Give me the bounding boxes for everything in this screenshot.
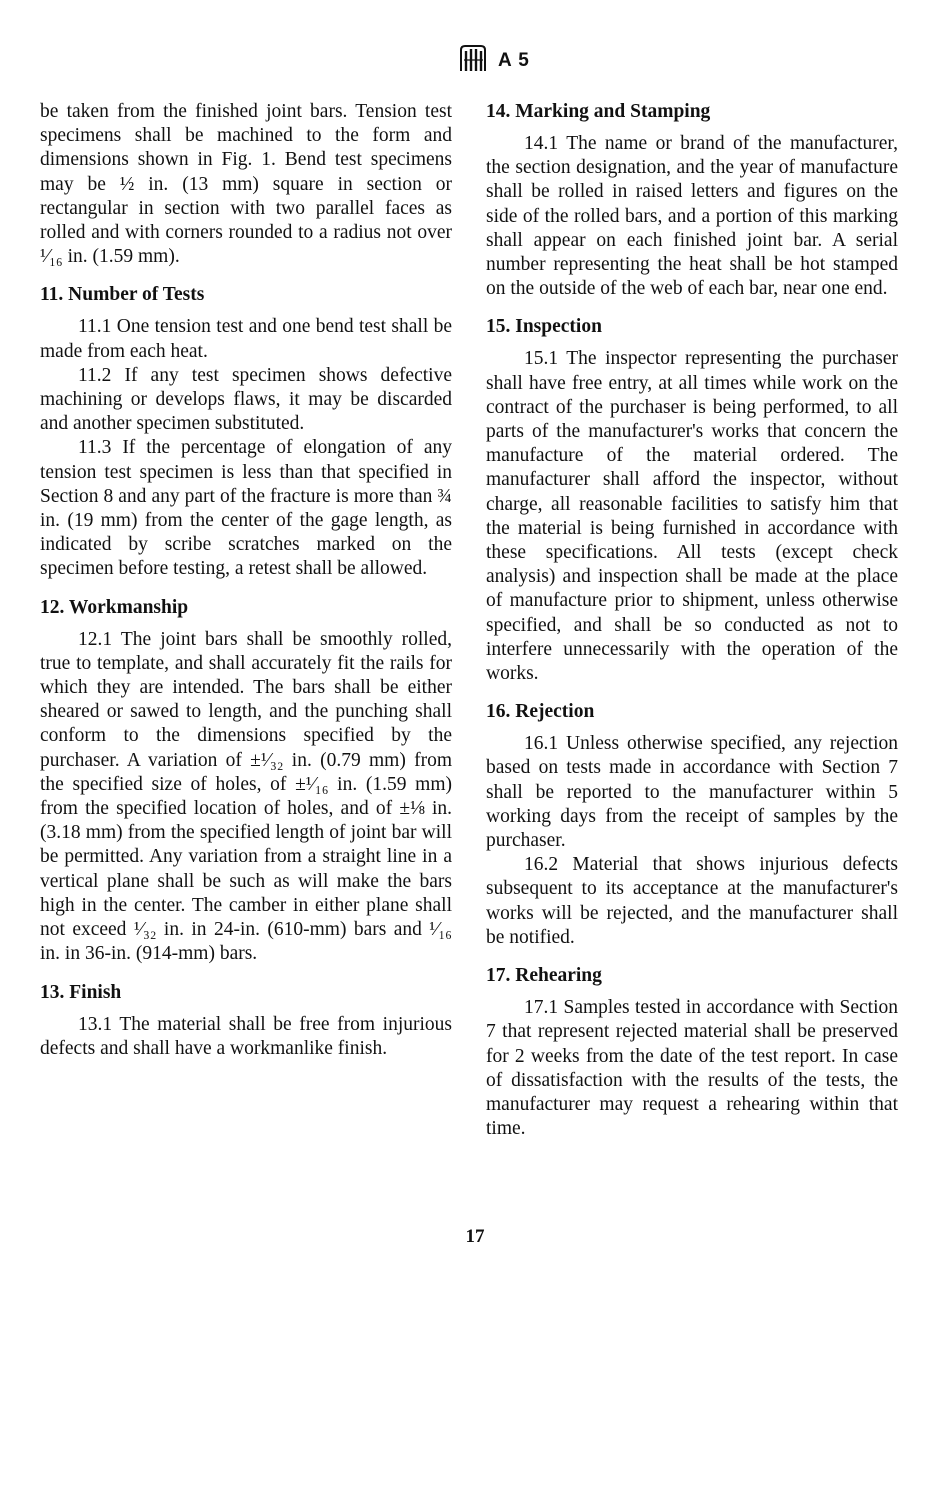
paragraph-16-2: 16.2 Material that shows injurious defects subsequent to its acceptance at the manufacturer's works will be rejected, and the manufacturer shall be notified.	[486, 854, 898, 948]
paragraph-15-1: 15.1 The inspector representing the purchaser shall have free entry, at all times while work on the contract of the purchaser is being performed, to all parts of the manufacturer's works that concern the manufacture of the material ordered. The manufacturer shall afford the inspector, without charge, all reasonable facilities to satisfy him that the material is being furnished in accordance with these specifications. All tests (except check analysis) and inspection shall be made at the place of manufacture prior to shipment, unless otherwise specified, and shall be so conducted as not to interfere unnecessarily with the operation of the works.	[486, 348, 898, 685]
section-heading-rehearing: 17. Rehearing	[486, 965, 602, 987]
section-heading-rejection: 16. Rejection	[486, 701, 595, 723]
paragraph-16-1: 16.1 Unless otherwise specified, any rejection based on tests made in accordance with Section 7 shall be reported to the manufacturer within 5 working days from the receipt of samples by the purchaser.	[486, 733, 898, 852]
section-heading-inspection: 15. Inspection	[486, 316, 602, 338]
paragraph-11-2: 11.2 If any test specimen shows defective machining or develops flaws, it may be discarded and another specimen substituted.	[40, 364, 452, 435]
paragraph-14-1: 14.1 The name or brand of the manufacturer, the section designation, and the year of manufacture shall be rolled in raised letters and figures on the side of the rolled bars, and a portion of this marking shall appear on each finished joint bar. A serial number representing the heat shall be hot stamped on the outside of the web of each bar, near one end.	[486, 133, 898, 300]
page-header	[0, 44, 950, 84]
paragraph-13-1: 13.1 The material shall be free from injurious defects and shall have a workmanlike finish.	[40, 1013, 452, 1059]
left-column	[40, 100, 452, 1061]
page-number: 17	[465, 1226, 485, 1247]
paragraph-11-3: 11.3 If the percentage of elongation of any tension test specimen is less than that specified in Section 8 and any part of the fracture is more than ¾ in. (19 mm) from the center of the gage length, as indicated by scribe scratches marked on the specimen before testing, a retest shall be allowed.	[40, 437, 452, 580]
standard-designation: A 5	[498, 50, 530, 71]
astm-logo-icon	[456, 44, 490, 74]
section-heading-finish: 13. Finish	[40, 981, 122, 1003]
section-heading-workmanship: 12. Workmanship	[40, 596, 189, 618]
paragraph-11-1: 11.1 One tension test and one bend test shall be made from each heat.	[40, 316, 452, 362]
section-heading-number-of-tests: 11. Number of Tests	[40, 284, 205, 306]
continued-paragraph: be taken from the finished joint bars. Tension test specimens shall be machined to the form and dimensions shown in Fig. 1. Bend test specimens may be ½ in. (13 mm) square in section or rectangular in section with two parallel faces as rolled and with corners rounded to a radius not over ¹⁄₁₆ in. (1.59 mm).	[40, 101, 452, 268]
section-heading-marking-and-stamping: 14. Marking and Stamping	[486, 101, 711, 122]
paragraph-17-1: 17.1 Samples tested in accordance with Section 7 that represent rejected material shall be preserved for 2 weeks from the date of the test report. In case of dissatisfaction with the results of the tests, the manufacturer may request a rehearing within that time.	[486, 997, 898, 1140]
paragraph-12-1: 12.1 The joint bars shall be smoothly rolled, true to template, and shall accurately fit the rails for which they are intended. The bars shall be either sheared or sawed to length, and the punching shall conform to the dimensions specified by the purchaser. A variation of ±¹⁄₃₂ in. (0.79 mm) from the specified size of holes, of ±¹⁄₁₆ in. (1.59 mm) from the specified location of holes, and of ±⅛ in. (3.18 mm) from the specified length of joint bar will be permitted. Any variation from a straight line in a vertical plane shall be such as will make the bars high in the center. The camber in either plane shall not exceed ¹⁄₃₂ in. in 24-in. (610-mm) bars and ¹⁄₁₆ in. in 36-in. (914-mm) bars.	[40, 628, 452, 965]
right-column	[486, 100, 898, 1141]
